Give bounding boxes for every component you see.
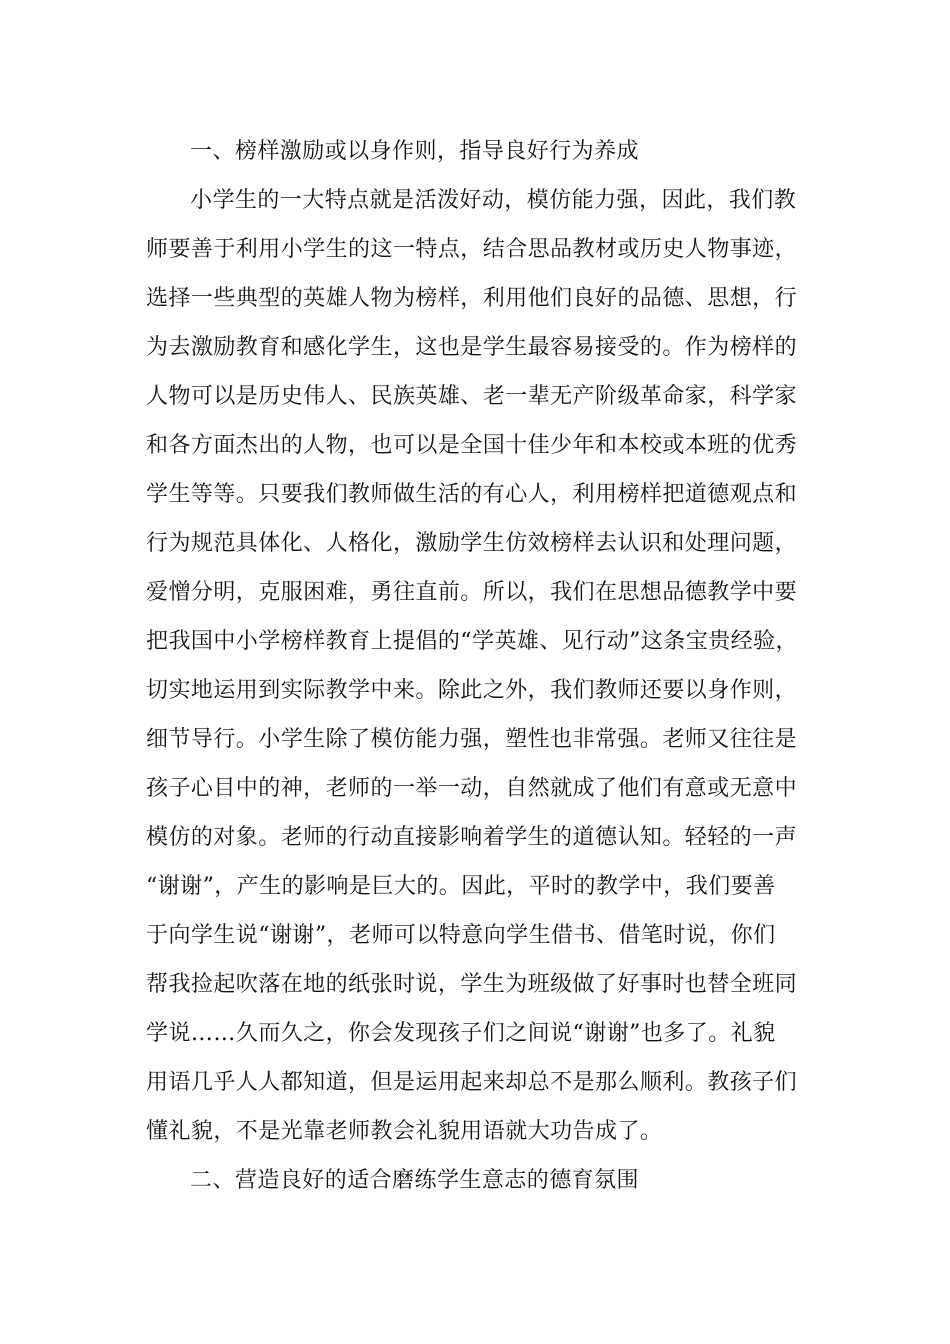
paragraph-line: 和各方面杰出的人物，也可以是全国十佳少年和本校或本班的优秀 (146, 433, 798, 458)
paragraph-line: 学说……久而久之，你会发现孩子们之间说“谢谢”也多了。礼貌 (146, 1021, 776, 1046)
section-heading-1: 一、榜样激励或以身作则，指导良好行为养成 (190, 139, 640, 164)
paragraph-line: 学生等等。只要我们教师做生活的有心人，利用榜样把道德观点和 (146, 482, 798, 507)
paragraph-line: 切实地运用到实际教学中来。除此之外，我们教师还要以身作则， (146, 678, 798, 703)
paragraph-line: “谢谢”，产生的影响是巨大的。因此，平时的教学中，我们要善 (146, 874, 776, 899)
paragraph-line: 于向学生说“谢谢”，老师可以特意向学生借书、借笔时说，你们 (146, 923, 776, 948)
paragraph-line: 细节导行。小学生除了模仿能力强，塑性也非常强。老师又往往是 (146, 727, 798, 752)
paragraph-line: 师要善于利用小学生的这一特点，结合思品教材或历史人物事迹， (146, 237, 798, 262)
paragraph-line: 用语几乎人人都知道，但是运用起来却总不是那么顺利。教孩子们 (146, 1070, 798, 1095)
paragraph-line: 帮我捡起吹落在地的纸张时说，学生为班级做了好事时也替全班同 (146, 972, 798, 997)
paragraph-line: 选择一些典型的英雄人物为榜样，利用他们良好的品德、思想，行 (146, 286, 798, 311)
paragraph-line: 孩子心目中的神，老师的一举一动，自然就成了他们有意或无意中 (146, 776, 798, 801)
paragraph-line: 把我国中小学榜样教育上提倡的“学英雄、见行动”这条宝贵经验， (146, 629, 798, 654)
paragraph-line: 爱憎分明，克服困难，勇往直前。所以，我们在思想品德教学中要 (146, 580, 798, 605)
paragraph-line: 人物可以是历史伟人、民族英雄、老一辈无产阶级革命家，科学家 (146, 384, 798, 409)
section-heading-2: 二、营造良好的适合磨练学生意志的德育氛围 (190, 1168, 640, 1193)
paragraph-line: 模仿的对象。老师的行动直接影响着学生的道德认知。轻轻的一声 (146, 825, 798, 850)
paragraph-line: 为去激励教育和感化学生，这也是学生最容易接受的。作为榜样的 (146, 335, 798, 360)
paragraph-line: 小学生的一大特点就是活泼好动，模仿能力强，因此，我们教 (190, 188, 797, 213)
paragraph-line: 懂礼貌，不是光靠老师教会礼貌用语就大功告成了。 (146, 1119, 663, 1144)
paragraph-line: 行为规范具体化、人格化，激励学生仿效榜样去认识和处理问题， (146, 531, 798, 556)
